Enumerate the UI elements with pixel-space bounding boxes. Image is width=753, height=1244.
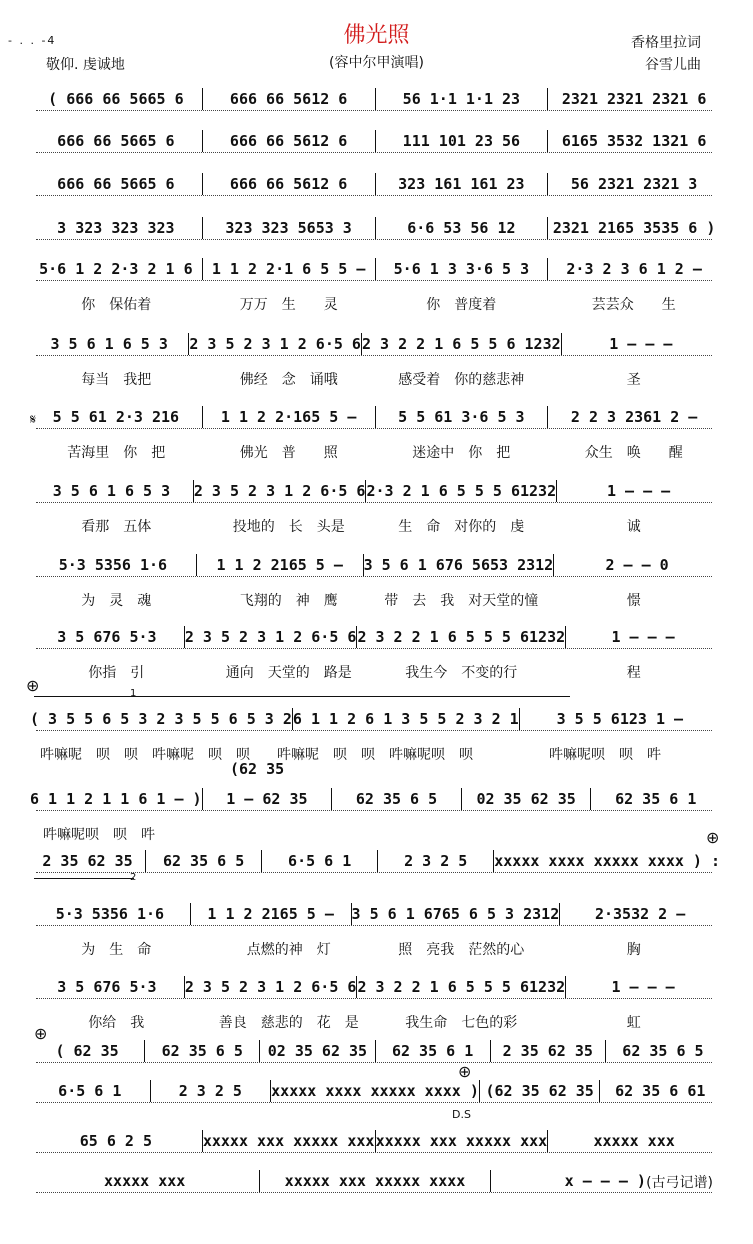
measure: 2 3 2 5 xyxy=(404,852,468,870)
measure: 1 1 2 2·1 6 5 5 – xyxy=(211,260,366,278)
lyric-segment: 胸 xyxy=(626,942,641,958)
lyric-segment: 我生今 不变的行 xyxy=(405,665,518,681)
measure: 323 161 161 23 xyxy=(398,175,525,193)
lyric-segment: 吽嘛呢呗 呗 吽 xyxy=(43,827,155,843)
measure: 02 35 62 35 xyxy=(267,1042,368,1060)
lyrics-line xyxy=(30,369,720,389)
measure: 111 101 23 56 xyxy=(402,132,521,150)
measure: 3 5 6 1 6 5 3 xyxy=(50,335,168,353)
ds-mark: D.S xyxy=(452,1108,471,1121)
measure: 62 35 6 1 xyxy=(391,1042,474,1060)
measure: xxxxx xxx xyxy=(593,1132,675,1150)
measure: 1 1 2 2165 5 – xyxy=(207,905,334,923)
lyricist: 香格里拉词 xyxy=(631,35,701,51)
beam-underline xyxy=(36,925,712,926)
notes-line xyxy=(30,175,720,195)
measure: 2 3 5 2 3 1 2 6·5 6 xyxy=(184,628,357,646)
measure: 2 3 2 5 xyxy=(178,1082,242,1100)
measure: 5·3 5356 1·6 xyxy=(58,556,168,574)
measure: 2321 2321 2321 6 xyxy=(561,90,707,108)
measure: ( 666 66 5665 6 xyxy=(48,90,184,108)
notes-line xyxy=(30,790,720,810)
coda-mark: ⊕ xyxy=(706,828,720,847)
measure: 3 323 323 323 xyxy=(57,219,175,237)
lyric-segment: 看那 五体 xyxy=(81,519,152,535)
measure: 6 1 1 2 6 1 3 5 5 2 3 2 1 xyxy=(292,710,519,728)
measure: 3 5 6 1 6765 6 5 3 2312 xyxy=(351,905,560,923)
lyric-segment: 你给 我 xyxy=(88,1015,145,1031)
lyric-segment: 圣 xyxy=(626,372,641,388)
lyrics-line xyxy=(30,516,720,536)
beam-underline xyxy=(36,648,712,649)
notes-line xyxy=(30,260,720,280)
lyric-segment: 佛光 普 照 xyxy=(239,445,338,461)
lyric-segment: 通向 天堂的 路是 xyxy=(225,665,352,681)
notes-line xyxy=(30,1042,720,1062)
measure: 1 – – – xyxy=(609,335,673,353)
alternate-notes: (62 35 xyxy=(230,760,285,778)
measure: 1 – 62 35 xyxy=(226,790,308,808)
beam-underline xyxy=(36,502,712,503)
measure: 02 35 62 35 xyxy=(476,790,576,808)
lyric-segment: 我生命 七色的彩 xyxy=(405,1015,518,1031)
notes-line xyxy=(30,905,720,925)
beam-underline xyxy=(36,355,712,356)
volta-1-line xyxy=(34,696,570,697)
measure: 62 35 6 1 xyxy=(615,790,697,808)
measure: 62 35 6 5 xyxy=(161,1042,243,1060)
measure: 1 – – – xyxy=(611,628,675,646)
measure: 6·5 6 1 xyxy=(58,1082,122,1100)
measure: xxxxx xxx xxxxx xxx xyxy=(375,1132,548,1150)
measure: 62 35 6 5 xyxy=(355,790,438,808)
measure: 65 6 2 5 xyxy=(79,1132,152,1150)
measure: 1 1 2 2165 5 – xyxy=(216,556,343,574)
notes-line xyxy=(30,556,720,576)
measure: 3 5 5 6123 1 – xyxy=(556,710,684,728)
lyric-segment: 善良 慈悲的 花 是 xyxy=(218,1015,359,1031)
lyric-segment: 吽嘛呢 呗 呗 吽嘛呢呗 呗 xyxy=(277,747,473,763)
lyric-segment: 程 xyxy=(626,665,641,681)
lyrics-line xyxy=(30,442,720,462)
measure: 666 66 5612 6 xyxy=(229,132,348,150)
beam-underline xyxy=(36,872,712,873)
measure: 1 – – – xyxy=(611,978,675,996)
lyrics-line xyxy=(30,939,720,959)
measure: 666 66 5665 6 xyxy=(57,132,175,150)
measure: 3 5 6 1 676 5653 2312 xyxy=(363,556,554,574)
lyric-segment: 万万 生 灵 xyxy=(239,297,338,313)
measure: xxxxx xxx xyxy=(104,1172,186,1190)
lyric-segment: 佛经 念 诵哦 xyxy=(239,372,338,388)
notes-line xyxy=(30,628,720,648)
measure: 5·3 5356 1·6 xyxy=(55,905,165,923)
lyrics-line xyxy=(30,590,720,610)
lyric-segment: 感受着 你的慈悲神 xyxy=(398,372,525,388)
beam-underline xyxy=(36,280,712,281)
lyric-segment xyxy=(444,824,582,844)
measure: 5 5 61 2·3 216 xyxy=(52,408,180,426)
lyric-segment: 吽嘛呢 呗 呗 吽嘛呢 呗 呗 xyxy=(40,747,250,763)
song-subtitle: (容中尔甲演唱) xyxy=(329,55,424,71)
measure: 6 1 1 2 1 1 6 1 – ) xyxy=(30,790,202,808)
volta-2-line xyxy=(34,878,134,879)
lyrics-line xyxy=(30,662,720,682)
measure: 2 3 2 2 1 6 5 5 5 61232 xyxy=(357,978,566,996)
measure: 2·3 2 1 6 5 5 5 61232 xyxy=(366,482,557,500)
beam-underline xyxy=(36,1152,712,1153)
measure: 5 5 61 3·6 5 3 xyxy=(398,408,525,426)
beam-underline xyxy=(36,110,712,111)
measure: 323 323 5653 3 xyxy=(225,219,352,237)
notes-line xyxy=(30,852,720,872)
beam-underline xyxy=(36,576,712,577)
measure: xxxxx xxx xxxxx xxxx xyxy=(284,1172,466,1190)
beam-underline xyxy=(36,195,712,196)
measure: 2·3 2 3 6 1 2 – xyxy=(566,260,702,278)
measure: 5·6 1 3 3·6 5 3 xyxy=(393,260,530,278)
measure: 2 3 2 2 1 6 5 5 6 1232 xyxy=(361,335,561,353)
measure: (62 35 62 35 xyxy=(485,1082,594,1100)
lyric-segment: 为 灵 魂 xyxy=(81,593,152,609)
volta-1-label: 1 xyxy=(130,688,137,699)
measure: 62 35 6 5 xyxy=(162,852,245,870)
lyric-segment: 你指 引 xyxy=(88,665,145,681)
lyric-segment: 你 保佑着 xyxy=(81,297,152,313)
lyrics-line xyxy=(30,824,720,844)
notes-line xyxy=(30,219,720,239)
measure: 1 1 2 2·165 5 – xyxy=(220,408,357,426)
coda-mark: ⊕ xyxy=(458,1062,472,1081)
measure: 2 2 3 2361 2 – xyxy=(570,408,698,426)
beam-underline xyxy=(36,1102,712,1103)
measure: 5·6 1 2 2·3 2 1 6 xyxy=(39,260,193,278)
measure: xxxxx xxxx xxxxx xxxx ) xyxy=(271,1082,479,1100)
tempo-marking: 敬仰. 虔诚地 xyxy=(46,57,125,73)
beam-underline xyxy=(36,152,712,153)
lyric-segment: 带 去 我 对天堂的憧 xyxy=(384,593,539,609)
lyric-segment: 吽嘛呢呗 呗 吽 xyxy=(549,747,661,763)
lyric-segment xyxy=(582,824,720,844)
measure: 56 2321 2321 3 xyxy=(570,175,698,193)
beam-underline xyxy=(36,1062,712,1063)
notes-line xyxy=(30,1082,720,1102)
beam-underline xyxy=(36,810,712,811)
measure: 666 66 5612 6 xyxy=(229,90,348,108)
measure: 6·6 53 56 12 xyxy=(407,219,516,237)
measure: ( 3 5 5 6 5 3 2 3 5 5 6 5 3 2 xyxy=(30,710,292,728)
lyrics-line xyxy=(30,744,720,764)
lyric-segment: 点燃的神 灯 xyxy=(246,942,331,958)
beam-underline xyxy=(36,1192,712,1193)
transcriber-credit: (古弓记谱) xyxy=(646,1175,713,1191)
lyric-segment: 迷途中 你 把 xyxy=(412,445,511,461)
lyrics-line xyxy=(30,1012,720,1032)
notes-line xyxy=(30,90,720,110)
lyric-segment: 照 亮我 茫然的心 xyxy=(398,942,525,958)
measure: 2 35 62 35 xyxy=(42,852,133,870)
measure: 2 35 62 35 xyxy=(502,1042,593,1060)
beam-underline xyxy=(36,998,712,999)
measure: 56 1·1 1·1 23 xyxy=(402,90,521,108)
segno-mark: 𝄋 xyxy=(30,412,37,428)
lyric-segment: 众生 唤 醒 xyxy=(584,445,683,461)
measure: 3 5 6 1 6 5 3 xyxy=(52,482,171,500)
lyric-segment xyxy=(168,824,306,844)
measure: 62 35 6 61 xyxy=(615,1082,706,1100)
measure: xxxxx xxx xxxxx xxx xyxy=(202,1132,375,1150)
notes-line xyxy=(30,335,720,355)
measure: 62 35 6 5 xyxy=(622,1042,704,1060)
lyric-segment: 憬 xyxy=(626,593,641,609)
notes-line xyxy=(30,408,720,428)
measure: 666 66 5612 6 xyxy=(229,175,348,193)
coda-mark: ⊕ xyxy=(34,1024,48,1043)
notes-line xyxy=(30,978,720,998)
lyric-segment xyxy=(306,824,444,844)
lyric-segment: 虹 xyxy=(626,1015,641,1031)
measure: 2·3532 2 – xyxy=(594,905,686,923)
lyric-segment: 芸芸众 生 xyxy=(591,297,676,313)
notes-line xyxy=(30,710,720,730)
lyric-segment: 飞翔的 神 鹰 xyxy=(239,593,338,609)
beam-underline xyxy=(36,730,712,731)
volta-2-label: 2 xyxy=(130,872,137,883)
notes-line xyxy=(30,1132,720,1152)
measure: 2 3 5 2 3 1 2 6·5 6 xyxy=(184,978,357,996)
notes-line xyxy=(30,1172,720,1192)
measure: 666 66 5665 6 xyxy=(57,175,175,193)
lyric-segment: 你 普度着 xyxy=(426,297,497,313)
measure: 6·5 6 1 xyxy=(288,852,352,870)
lyrics-line xyxy=(30,294,720,314)
song-title: 佛光照 xyxy=(343,23,410,48)
measure: 2321 2165 3535 6 ) xyxy=(552,219,716,237)
lyric-segment: 为 生 命 xyxy=(81,942,152,958)
measure: 6165 3532 1321 6 xyxy=(561,132,707,150)
measure: 1 – – – xyxy=(606,482,671,500)
beam-underline xyxy=(36,428,712,429)
lyric-segment: 投地的 长 头是 xyxy=(232,519,345,535)
lyric-segment: 生 命 对你的 虔 xyxy=(398,519,525,535)
measure: xxxxx xxxx xxxxx xxxx ) : xyxy=(494,852,721,870)
notes-line xyxy=(30,482,720,502)
measure: 2 3 2 2 1 6 5 5 5 61232 xyxy=(357,628,566,646)
coda-mark: ⊕ xyxy=(26,676,40,695)
meta-marks: - . . -4 xyxy=(8,34,57,47)
lyric-segment: 苦海里 你 把 xyxy=(67,445,166,461)
measure: 2 3 5 2 3 1 2 6·5 6 xyxy=(193,482,366,500)
measure: 3 5 676 5·3 xyxy=(57,978,157,996)
beam-underline xyxy=(36,239,712,240)
measure: 2 – – 0 xyxy=(605,556,669,574)
measure: 3 5 676 5·3 xyxy=(57,628,157,646)
lyric-segment: 每当 我把 xyxy=(81,372,152,388)
notes-line xyxy=(30,132,720,152)
measure: x – – – ) xyxy=(564,1172,646,1190)
composer: 谷雪儿曲 xyxy=(645,57,701,73)
measure: ( 62 35 xyxy=(55,1042,119,1060)
measure: 2 3 5 2 3 1 2 6·5 6 xyxy=(189,335,361,353)
lyric-segment: 诚 xyxy=(626,519,641,535)
